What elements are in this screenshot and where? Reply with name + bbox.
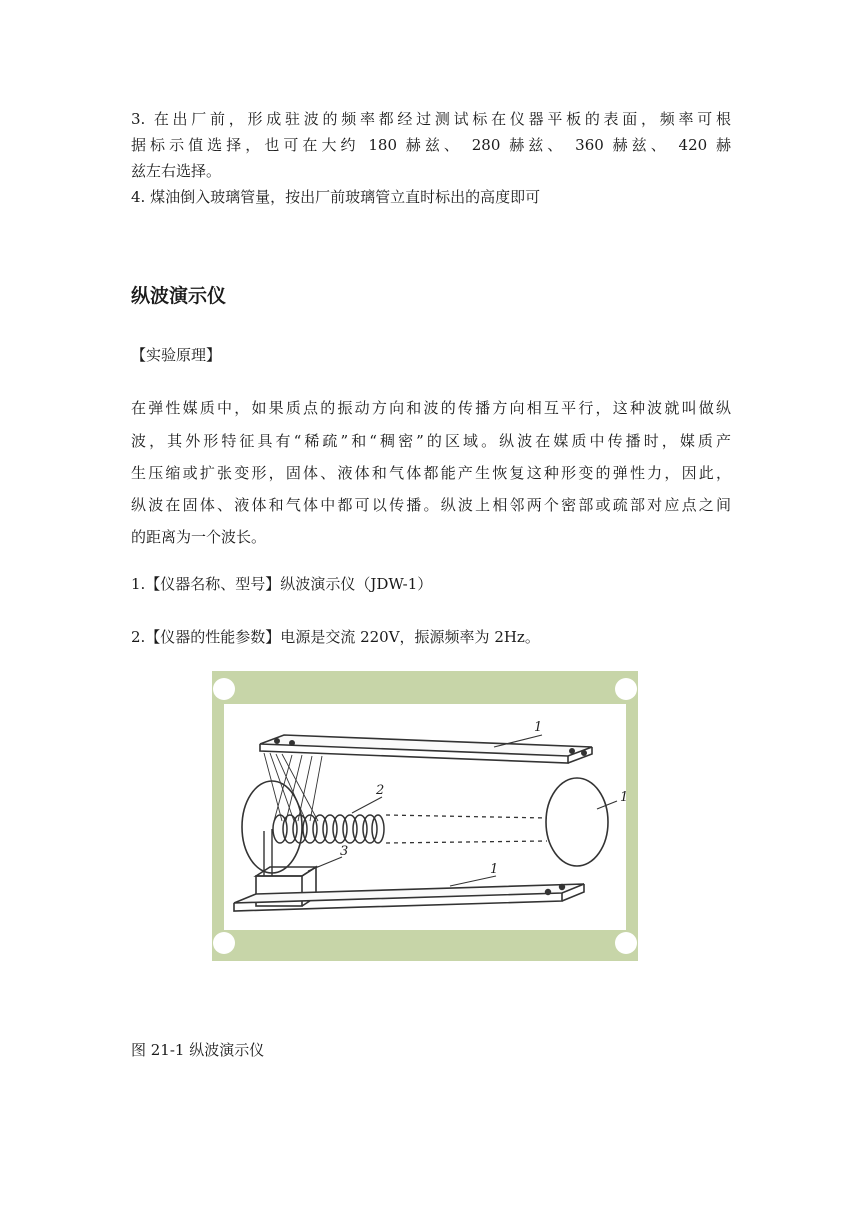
instrument-name-item: 1.【仪器名称、型号】纵波演示仪（JDW-1） [131, 575, 433, 593]
principle-line-5: 的距离为一个波长。 [131, 528, 267, 546]
principle-line-4: 纵波在固体、液体和气体中都可以传播。纵波上相邻两个密部或疏部对应点之间 [131, 496, 731, 514]
principle-line-2: 波，其外形特征具有“稀疏”和“稠密”的区域。纵波在媒质中传播时，媒质产 [131, 432, 731, 450]
performance-param-item: 2.【仪器的性能参数】电源是交流 220V，振源频率为 2Hz。 [131, 628, 540, 646]
part-label-2: 2 [376, 783, 385, 798]
principle-heading: 【实验原理】 [131, 346, 222, 364]
section-title: 纵波演示仪 [131, 285, 227, 307]
list-item-3-line-3: 兹左右选择。 [131, 162, 222, 180]
list-item-3-line-1: 3. 在出厂前，形成驻波的频率都经过测试标在仪器平板的表面，频率可根 [131, 110, 731, 128]
figure-longitudinal-wave-demonstrator [212, 671, 638, 961]
list-item-3-line-2: 据标示值选择，也可在大约 180 赫兹、 280 赫兹、 360 赫兹、 420 赫 [131, 136, 731, 154]
principle-line-1: 在弹性媒质中，如果质点的振动方向和波的传播方向相互平行，这种波就叫做纵 [131, 399, 731, 417]
principle-line-3: 生压缩或扩张变形，固体、液体和气体都能产生恢复这种形变的弹性力，因此， [131, 464, 731, 482]
part-label-1-base: 1 [490, 862, 499, 877]
part-label-1-right: 1 [620, 790, 629, 805]
list-item-4: 4. 煤油倒入玻璃管量，按出厂前玻璃管立直时标出的高度即可 [131, 188, 541, 206]
part-label-1-top: 1 [534, 720, 543, 735]
figure-caption: 图 21-1 纵波演示仪 [131, 1041, 265, 1059]
part-label-3: 3 [340, 844, 349, 859]
